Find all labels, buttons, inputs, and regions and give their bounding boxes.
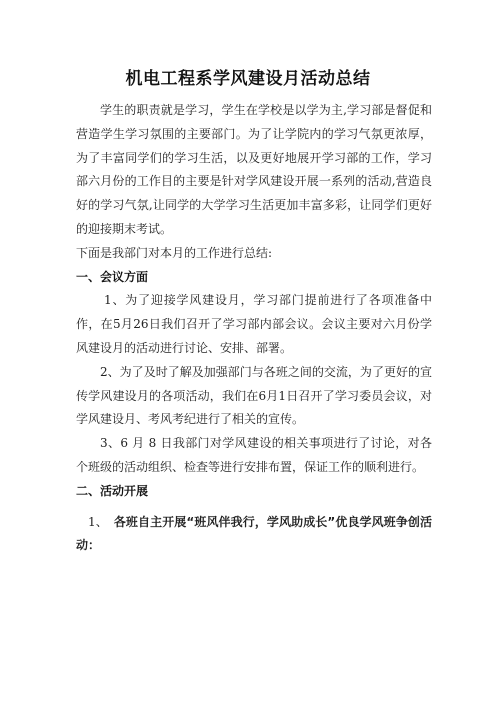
meeting-item-1: 1、为了迎接学风建设月，学习部门提前进行了各项准备中作，在5月26日我们召开了学习部内部会议。会议主要对六月份学风建设月的活动进行讨论、安排、部署。 bbox=[76, 293, 432, 355]
activity-item-text: 各班自主开展“班风伴我行，学风助成长”优良学风班争创活动： bbox=[76, 514, 432, 553]
activity-item-number: 1、 bbox=[88, 514, 108, 529]
intro-paragraph: 学生的职责就是学习，学生在学校是以学为主,学习部是督促和营造学生学习氛围的主要部门。为了让学院内的学习气氛更浓厚，为了丰富同学们的学习生活，以及更好地展开学习部的工作，学习部六月份的工作目的主要是针对学风建设开展一系列的活动,营造良好的学习气氛,让同学的大学学习生活更加丰富多彩，让同学们更好的迎接期末考试。 bbox=[76, 103, 432, 236]
activity-item-1 bbox=[76, 511, 432, 559]
meeting-item-2: 2、为了及时了解及加强部门与各班之间的交流，为了更好的宣传学风建设月的各项活动，我们在6月1日召开了学习委员会议，对学风建设月、考风考纪进行了相关的宣传。 bbox=[76, 364, 432, 427]
summary-lead: 下面是我部门对本月的工作进行总结: bbox=[76, 245, 273, 260]
spacer bbox=[76, 504, 432, 511]
meeting-item-3: 3、6 月 8 日我部门对学风建设的相关事项进行了讨论，对各个班级的活动组织、检查等进行安排布置，保证工作的顺利进行。 bbox=[76, 436, 432, 474]
section-heading-activities: 二、活动开展 bbox=[76, 483, 149, 498]
document-body bbox=[76, 99, 432, 558]
document-title: 机电工程系学风建设月活动总结 bbox=[125, 69, 371, 89]
section-heading-meetings: 一、会议方面 bbox=[76, 269, 149, 284]
